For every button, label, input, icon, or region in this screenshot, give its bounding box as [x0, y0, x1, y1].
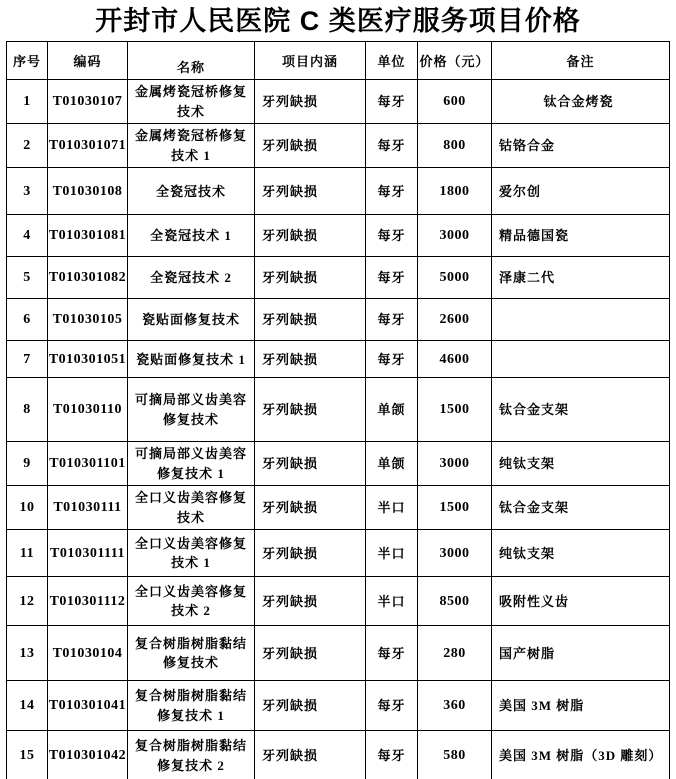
cell-code: T01030111: [48, 486, 128, 530]
cell-index: 11: [7, 530, 48, 577]
cell-unit: 半口: [366, 577, 418, 626]
cell-content: 牙列缺损: [255, 378, 366, 442]
cell-content: 牙列缺损: [255, 341, 366, 378]
cell-code: T010301042: [48, 731, 128, 779]
cell-unit: 每牙: [366, 124, 418, 168]
cell-price: 580: [418, 731, 492, 779]
cell-content: 牙列缺损: [255, 442, 366, 486]
cell-remark: 美国 3M 树脂（3D 雕刻）: [492, 731, 670, 779]
cell-price: 1500: [418, 378, 492, 442]
cell-code: T010301112: [48, 577, 128, 626]
cell-content: 牙列缺损: [255, 681, 366, 731]
cell-name: 瓷贴面修复技术 1: [128, 341, 255, 378]
cell-unit: 单颌: [366, 378, 418, 442]
cell-index: 15: [7, 731, 48, 779]
table-row: [7, 257, 670, 299]
cell-name: 瓷贴面修复技术: [128, 299, 255, 341]
cell-index: 12: [7, 577, 48, 626]
cell-name: 金属烤瓷冠桥修复技术: [128, 80, 255, 124]
cell-name: 复合树脂树脂黏结修复技术 1: [128, 681, 255, 731]
cell-content: 牙列缺损: [255, 530, 366, 577]
cell-unit: 每牙: [366, 341, 418, 378]
cell-price: 800: [418, 124, 492, 168]
cell-remark: 钛合金烤瓷: [492, 80, 670, 124]
cell-price: 4600: [418, 341, 492, 378]
cell-content: 牙列缺损: [255, 124, 366, 168]
cell-name: 复合树脂树脂黏结修复技术: [128, 626, 255, 681]
table-body: [7, 80, 670, 779]
cell-code: T01030108: [48, 168, 128, 215]
cell-name: 全口义齿美容修复技术 1: [128, 530, 255, 577]
table-row: [7, 378, 670, 442]
cell-name: 金属烤瓷冠桥修复技术 1: [128, 124, 255, 168]
cell-remark: 精品德国瓷: [492, 215, 670, 257]
cell-price: 3000: [418, 215, 492, 257]
cell-price: 5000: [418, 257, 492, 299]
column-header-code: 编码: [48, 42, 128, 80]
cell-remark: [492, 299, 670, 341]
cell-remark: 纯钛支架: [492, 530, 670, 577]
cell-price: 1800: [418, 168, 492, 215]
table-row: [7, 626, 670, 681]
cell-unit: 每牙: [366, 257, 418, 299]
cell-index: 8: [7, 378, 48, 442]
cell-price: 280: [418, 626, 492, 681]
cell-index: 13: [7, 626, 48, 681]
cell-name: 全口义齿美容修复技术 2: [128, 577, 255, 626]
cell-name: 可摘局部义齿美容修复技术: [128, 378, 255, 442]
column-header-content: 项目内涵: [255, 42, 366, 80]
cell-name: 复合树脂树脂黏结修复技术 2: [128, 731, 255, 779]
page-title: 开封市人民医院 C 类医疗服务项目价格: [95, 6, 581, 36]
cell-code: T010301051: [48, 341, 128, 378]
cell-name: 全口义齿美容修复技术: [128, 486, 255, 530]
cell-price: 360: [418, 681, 492, 731]
cell-remark: 爱尔创: [492, 168, 670, 215]
cell-remark: 钛合金支架: [492, 486, 670, 530]
column-header-price: 价格（元）: [418, 42, 492, 80]
table-row: [7, 530, 670, 577]
cell-index: 1: [7, 80, 48, 124]
table-row: [7, 124, 670, 168]
cell-content: 牙列缺损: [255, 299, 366, 341]
cell-remark: 吸附性义齿: [492, 577, 670, 626]
table-row: [7, 486, 670, 530]
cell-remark: 美国 3M 树脂: [492, 681, 670, 731]
cell-code: T01030105: [48, 299, 128, 341]
cell-remark: 泽康二代: [492, 257, 670, 299]
cell-index: 6: [7, 299, 48, 341]
table-row: [7, 731, 670, 779]
cell-content: 牙列缺损: [255, 168, 366, 215]
cell-content: 牙列缺损: [255, 577, 366, 626]
cell-price: 2600: [418, 299, 492, 341]
price-table: [6, 41, 670, 779]
cell-content: 牙列缺损: [255, 80, 366, 124]
cell-price: 3000: [418, 442, 492, 486]
cell-index: 10: [7, 486, 48, 530]
cell-remark: 钛合金支架: [492, 378, 670, 442]
cell-content: 牙列缺损: [255, 215, 366, 257]
cell-code: T010301111: [48, 530, 128, 577]
cell-code: T010301071: [48, 124, 128, 168]
cell-price: 3000: [418, 530, 492, 577]
column-header-unit: 单位: [366, 42, 418, 80]
cell-index: 14: [7, 681, 48, 731]
cell-price: 1500: [418, 486, 492, 530]
cell-unit: 半口: [366, 530, 418, 577]
cell-price: 600: [418, 80, 492, 124]
cell-content: 牙列缺损: [255, 731, 366, 779]
cell-unit: 每牙: [366, 299, 418, 341]
cell-name: 全瓷冠技术 2: [128, 257, 255, 299]
column-header-name: 名称: [128, 42, 255, 80]
header-row: [7, 42, 670, 80]
cell-code: T010301101: [48, 442, 128, 486]
cell-remark: 钴铬合金: [492, 124, 670, 168]
cell-unit: 每牙: [366, 681, 418, 731]
cell-code: T010301082: [48, 257, 128, 299]
cell-code: T01030107: [48, 80, 128, 124]
cell-code: T01030110: [48, 378, 128, 442]
cell-content: 牙列缺损: [255, 257, 366, 299]
cell-content: 牙列缺损: [255, 486, 366, 530]
table-row: [7, 168, 670, 215]
cell-remark: 纯钛支架: [492, 442, 670, 486]
table-row: [7, 681, 670, 731]
cell-name: 全瓷冠技术 1: [128, 215, 255, 257]
cell-code: T01030104: [48, 626, 128, 681]
cell-price: 8500: [418, 577, 492, 626]
cell-index: 9: [7, 442, 48, 486]
cell-unit: 半口: [366, 486, 418, 530]
cell-remark: 国产树脂: [492, 626, 670, 681]
table-row: [7, 341, 670, 378]
cell-remark: [492, 341, 670, 378]
cell-index: 3: [7, 168, 48, 215]
cell-index: 5: [7, 257, 48, 299]
cell-index: 2: [7, 124, 48, 168]
table-row: [7, 80, 670, 124]
cell-name: 全瓷冠技术: [128, 168, 255, 215]
table-row: [7, 215, 670, 257]
cell-code: T010301081: [48, 215, 128, 257]
cell-unit: 每牙: [366, 731, 418, 779]
cell-unit: 每牙: [366, 168, 418, 215]
table-row: [7, 577, 670, 626]
table-row: [7, 442, 670, 486]
cell-unit: 每牙: [366, 80, 418, 124]
column-header-remark: 备注: [492, 42, 670, 80]
cell-name: 可摘局部义齿美容修复技术 1: [128, 442, 255, 486]
cell-unit: 每牙: [366, 215, 418, 257]
column-header-index: 序号: [7, 42, 48, 80]
table-row: [7, 299, 670, 341]
cell-unit: 单颌: [366, 442, 418, 486]
cell-code: T010301041: [48, 681, 128, 731]
cell-content: 牙列缺损: [255, 626, 366, 681]
cell-index: 7: [7, 341, 48, 378]
cell-index: 4: [7, 215, 48, 257]
cell-unit: 每牙: [366, 626, 418, 681]
